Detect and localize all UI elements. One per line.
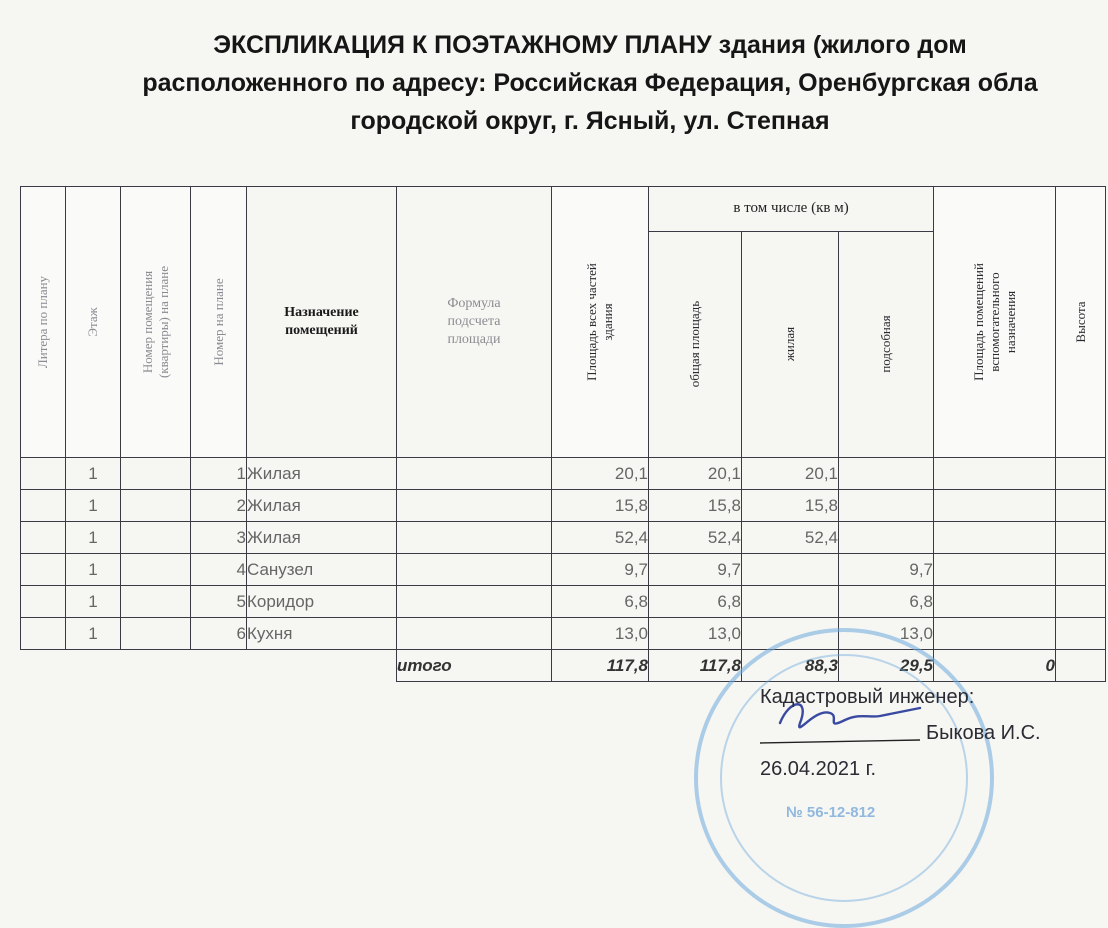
- cell-total: 52,4: [552, 522, 649, 554]
- signature-date: 26.04.2021 г.: [760, 758, 877, 780]
- cell-general: 6,8: [649, 586, 742, 618]
- table-row: [21, 458, 1106, 490]
- header-aux-area: Площадь помещений вспомогательного назначения: [934, 187, 1056, 458]
- signer-name: Быкова И.С.: [926, 722, 1041, 744]
- totals-aux: 29,5: [839, 650, 934, 682]
- cell-living: [742, 586, 839, 618]
- header-group: в том числе (кв м): [649, 187, 934, 232]
- table-row: [21, 554, 1106, 586]
- cell-name: Жилая: [247, 490, 397, 522]
- cell-total: 6,8: [552, 586, 649, 618]
- totals-general: 117,8: [649, 650, 742, 682]
- cell-general: 52,4: [649, 522, 742, 554]
- cell-general: 9,7: [649, 554, 742, 586]
- cell-number: 2: [191, 490, 247, 522]
- cell-aux: [839, 490, 934, 522]
- cell-general: 15,8: [649, 490, 742, 522]
- cell-name: Санузел: [247, 554, 397, 586]
- header-height: Высота: [1056, 187, 1106, 458]
- cell-floor: 1: [66, 490, 121, 522]
- cell-number: 6: [191, 618, 247, 650]
- table-row: [21, 586, 1106, 618]
- cell-general: 13,0: [649, 618, 742, 650]
- cell-living: [742, 554, 839, 586]
- cell-total: 13,0: [552, 618, 649, 650]
- cell-number: 1: [191, 458, 247, 490]
- cell-aux: [839, 458, 934, 490]
- totals-label: итого: [397, 650, 552, 682]
- cell-floor: 1: [66, 586, 121, 618]
- table-row: [21, 618, 1106, 650]
- totals-aux-area: 0: [934, 650, 1056, 682]
- cell-general: 20,1: [649, 458, 742, 490]
- document-title: [30, 26, 1108, 140]
- header-room-number: Номер помещения (квартиры) на плане: [121, 187, 191, 458]
- table-row: [21, 490, 1106, 522]
- cell-name: Жилая: [247, 522, 397, 554]
- header-auxiliary-area: подсобная: [839, 231, 934, 457]
- header-general-area: общая площадь: [649, 231, 742, 457]
- cell-name: Кухня: [247, 618, 397, 650]
- header-purpose: Назначение помещений: [247, 187, 397, 458]
- header-floor: Этаж: [66, 187, 121, 458]
- cell-living: 15,8: [742, 490, 839, 522]
- cell-number: 3: [191, 522, 247, 554]
- cell-floor: 1: [66, 458, 121, 490]
- cell-living: 52,4: [742, 522, 839, 554]
- table-row: [21, 522, 1106, 554]
- title-line-3: городской округ, г. Ясный, ул. Степная: [350, 107, 830, 135]
- stamp-number: № 56-12-812: [786, 804, 876, 821]
- cell-aux: [839, 522, 934, 554]
- signer-role: Кадастровый инженер:: [760, 686, 975, 708]
- cell-floor: 1: [66, 554, 121, 586]
- totals-total: 117,8: [552, 650, 649, 682]
- cell-name: Жилая: [247, 458, 397, 490]
- cell-aux: 9,7: [839, 554, 934, 586]
- cell-total: 9,7: [552, 554, 649, 586]
- cell-floor: 1: [66, 522, 121, 554]
- title-line-2: расположенного по адресу: Российская Федерация, Оренбургская обла: [142, 69, 1038, 97]
- header-plan-number: Номер на плане: [191, 187, 247, 458]
- cell-number: 4: [191, 554, 247, 586]
- header-total-area: Площадь всех частей здания: [552, 187, 649, 458]
- header-row: [21, 187, 1106, 232]
- cell-name: Коридор: [247, 586, 397, 618]
- cell-total: 15,8: [552, 490, 649, 522]
- cell-aux: 6,8: [839, 586, 934, 618]
- cell-floor: 1: [66, 618, 121, 650]
- explication-table: [20, 186, 1106, 682]
- cell-number: 5: [191, 586, 247, 618]
- cell-living: 20,1: [742, 458, 839, 490]
- title-line-1: ЭКСПЛИКАЦИЯ К ПОЭТАЖНОМУ ПЛАНУ здания (жилого дом: [213, 31, 967, 59]
- cell-total: 20,1: [552, 458, 649, 490]
- header-living-area: жилая: [742, 231, 839, 457]
- header-formula: Формула подсчета площади: [397, 187, 552, 458]
- header-litera: Литера по плану: [21, 187, 66, 458]
- cell-aux: 13,0: [839, 618, 934, 650]
- totals-living: 88,3: [742, 650, 839, 682]
